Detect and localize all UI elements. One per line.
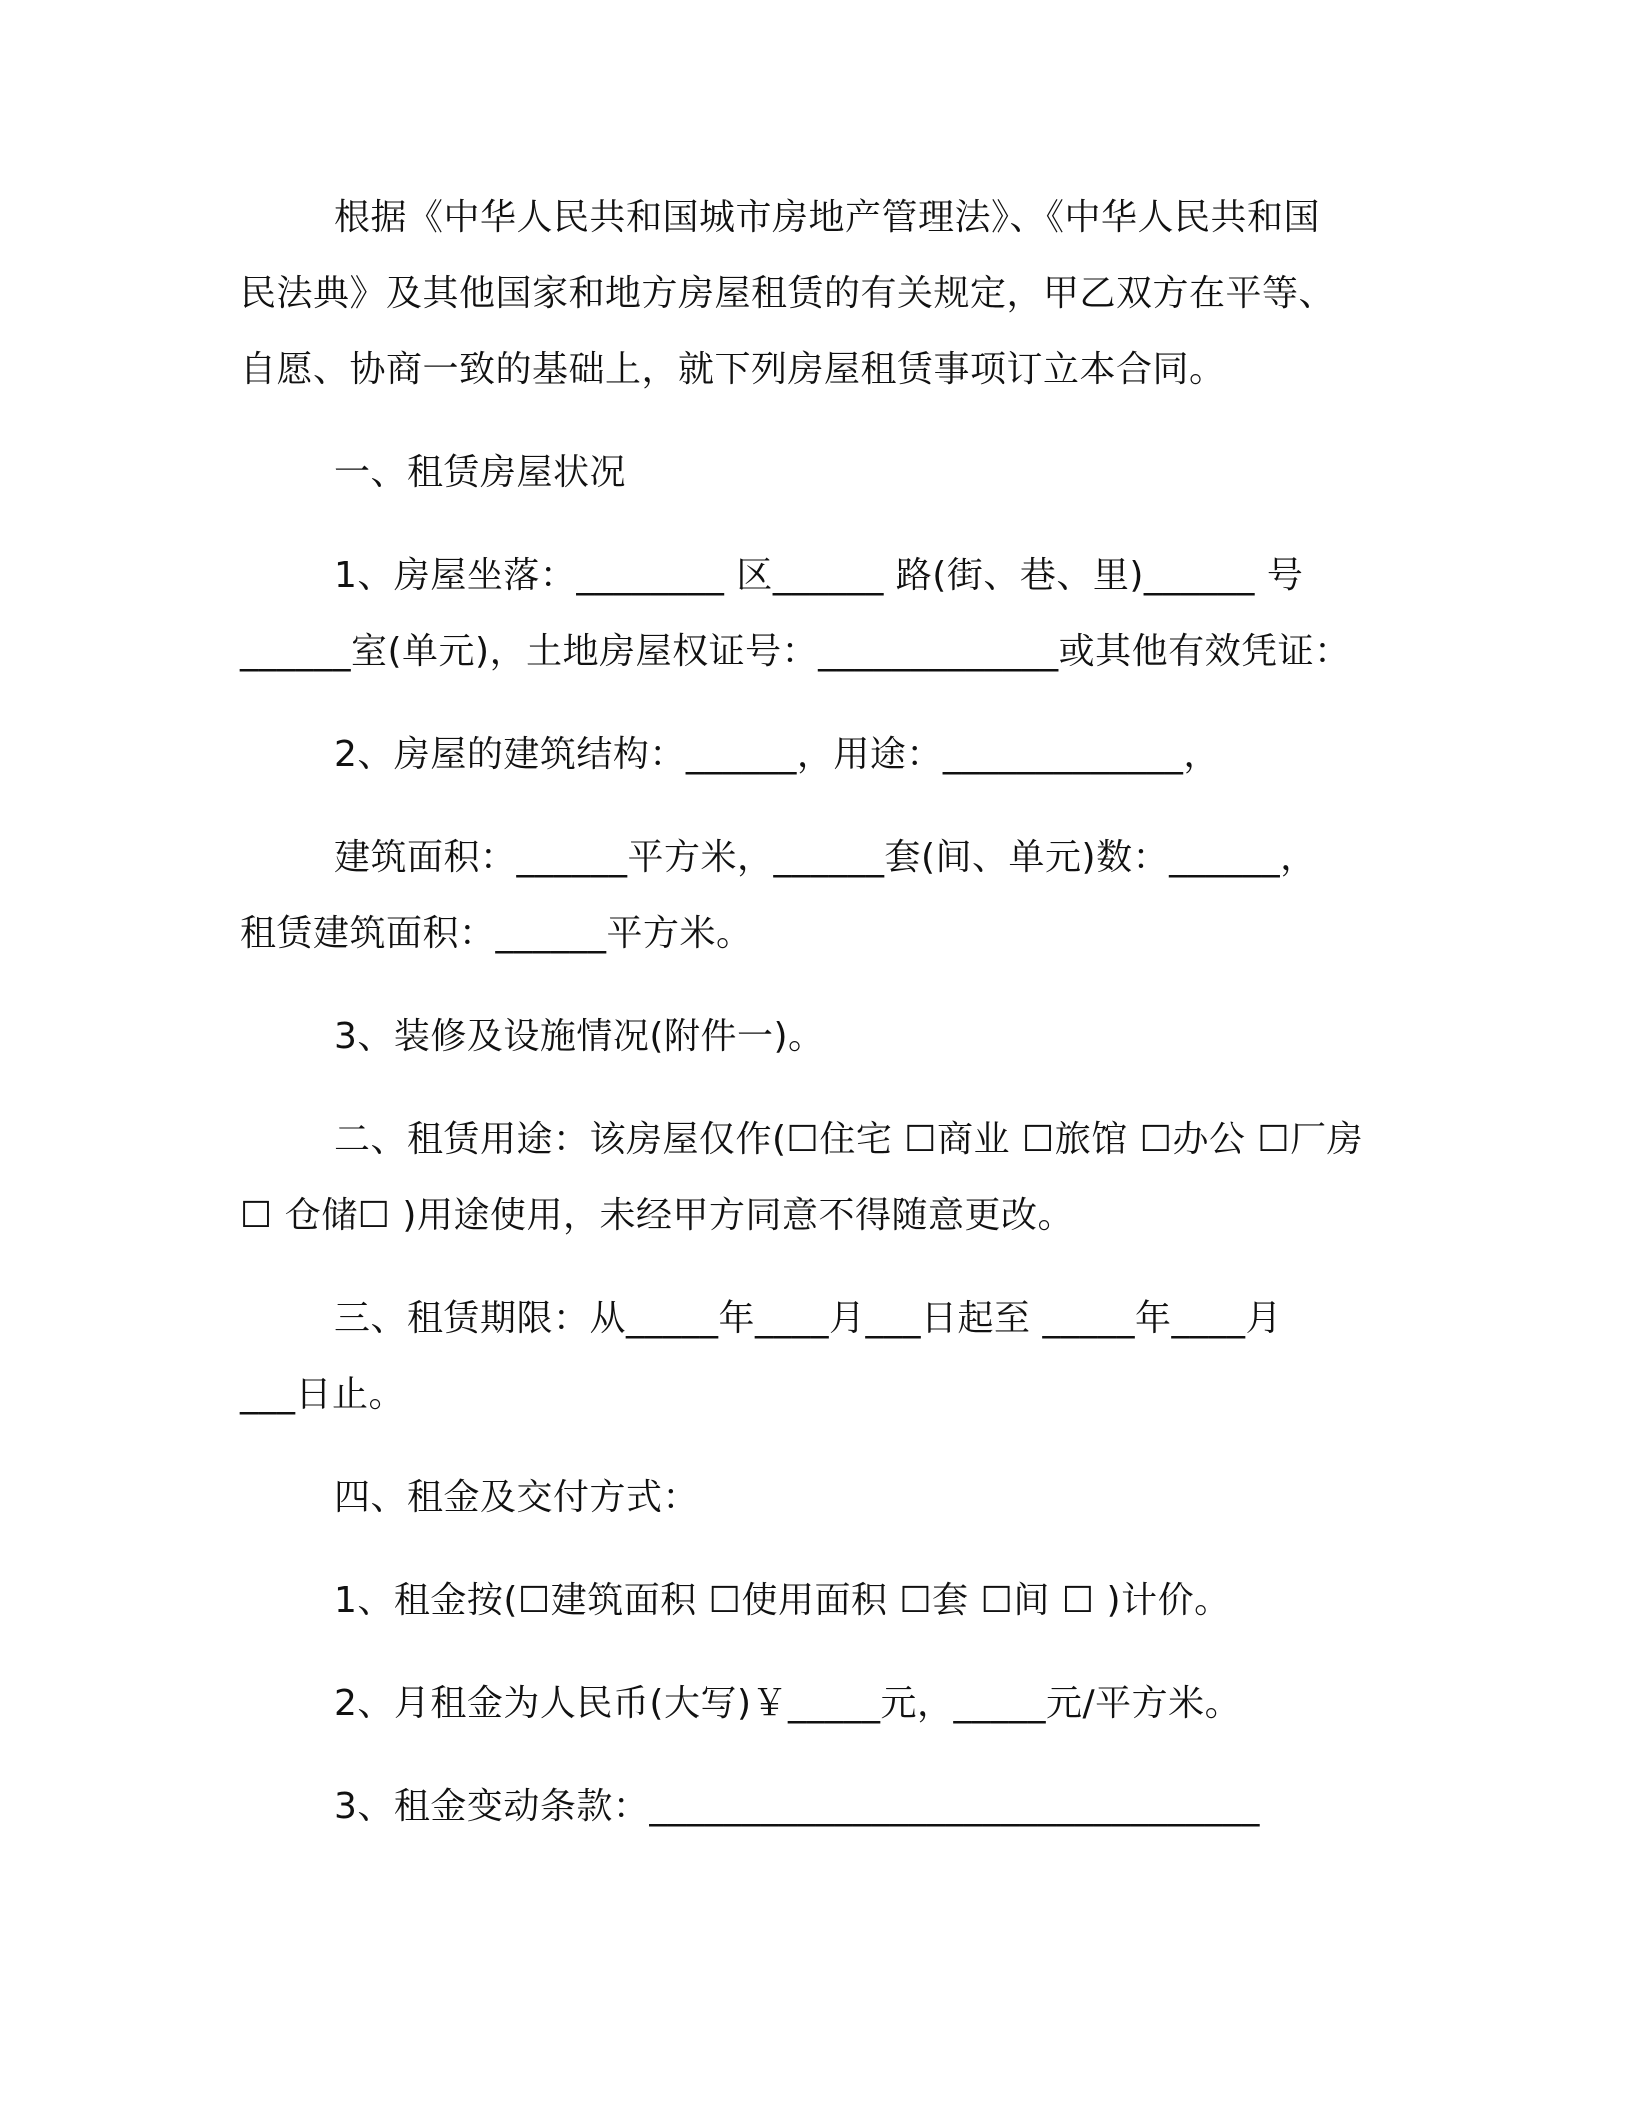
section-1-item-2: 2、房屋的建筑结构：______，用途：_____________， <box>334 734 1220 775</box>
section-3-line-2: ___日止。 <box>240 1374 406 1415</box>
section-4-item-1: 1、租金按(☐建筑面积 ☐使用面积 ☐套 ☐间 ☐ )计价。 <box>334 1580 1231 1621</box>
section-1-item-3: 3、装修及设施情况(附件一)。 <box>334 1016 825 1057</box>
preamble-line-1: 根据《中华人民共和国城市房地产管理法》、《中华人民共和国 <box>334 197 1321 238</box>
preamble-line-3: 自愿、协商一致的基础上，就下列房屋租赁事项订立本合同。 <box>240 349 1226 390</box>
section-3-line-1: 三、租赁期限：从_____年____月___日起至 _____年____月 <box>334 1298 1282 1339</box>
section-4-heading: 四、租金及交付方式： <box>334 1477 700 1518</box>
section-1-area-line-2: 租赁建筑面积：______平方米。 <box>240 913 753 954</box>
section-4-item-3: 3、租金变动条款：_________________________________ <box>334 1786 1260 1827</box>
section-1-heading: 一、租赁房屋状况 <box>334 452 627 493</box>
section-1-item-1-line-2: ______室(单元)，土地房屋权证号：_____________或其他有效凭证： <box>240 631 1351 672</box>
section-1-area-line-1: 建筑面积：______平方米，______套(间、单元)数：______， <box>334 837 1317 878</box>
section-1-item-1-line-1: 1、房屋坐落：________ 区______ 路(街、巷、里)______ 号 <box>334 555 1304 596</box>
section-2-line-1: 二、租赁用途：该房屋仅作(☐住宅 ☐商业 ☐旅馆 ☐办公 ☐厂房 <box>334 1119 1364 1160</box>
preamble-line-2: 民法典》及其他国家和地方房屋租赁的有关规定，甲乙双方在平等、 <box>240 273 1336 314</box>
section-4-item-2: 2、月租金为人民币(大写)￥_____元，_____元/平方米。 <box>334 1683 1242 1724</box>
section-2-line-2: ☐ 仓储☐ )用途使用，未经甲方同意不得随意更改。 <box>240 1195 1074 1236</box>
